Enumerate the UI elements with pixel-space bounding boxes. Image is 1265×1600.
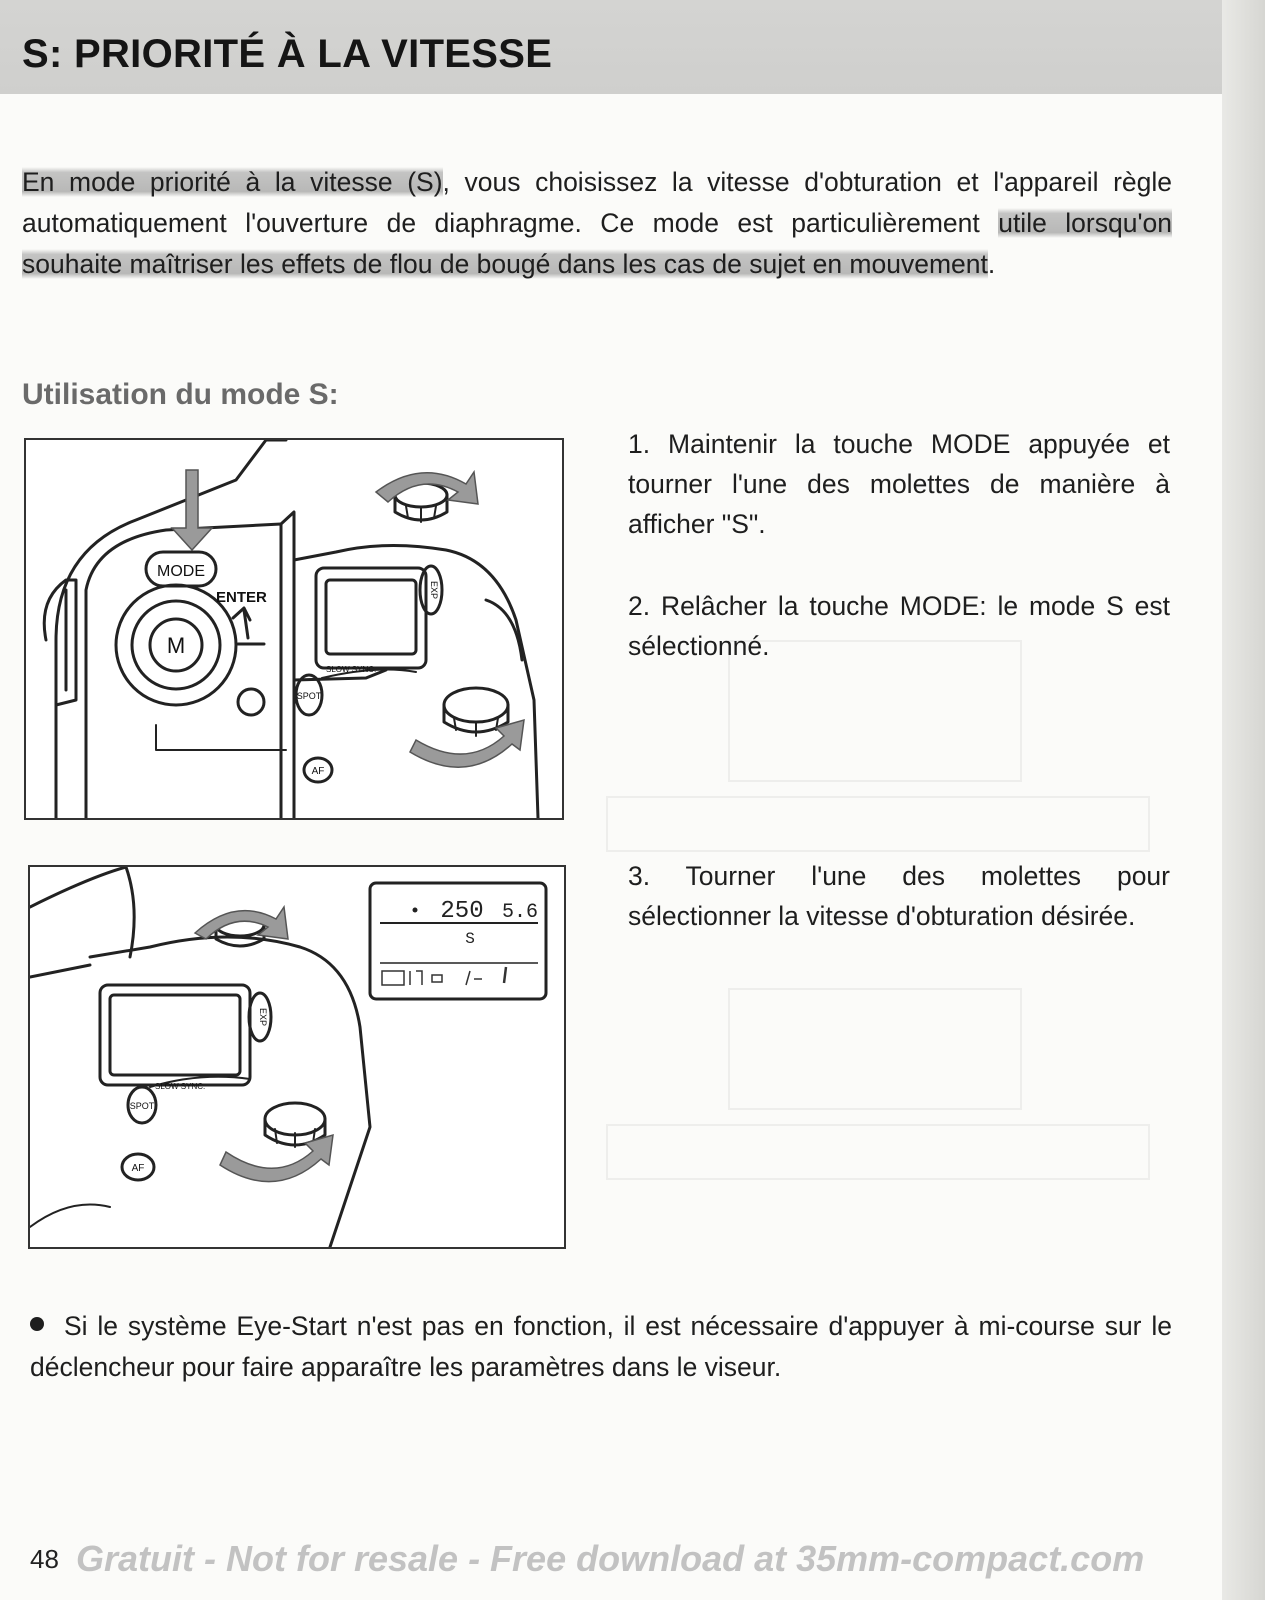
slow-sync-label: SLOW SYNC. (155, 1082, 206, 1091)
page-edge-shadow (1222, 0, 1265, 1600)
camera-top-drawing (26, 440, 562, 818)
intro-text: , vous choisissez la vitesse d'obturation et l'appareil règle automatiquement l'ouverture de diaphragme. Ce mode est particulièrement (22, 167, 1173, 238)
footer-watermark: Gratuit - Not for resale - Free download at 35mm-compact.com (76, 1538, 1145, 1579)
camera-illustration-lcd (28, 865, 566, 1249)
intro-paragraph (22, 162, 1172, 285)
bullet-icon (30, 1317, 44, 1331)
note-text: Si le système Eye-Start n'est pas en fonction, il est nécessaire d'appuyer à mi-course sur le déclencheur pour faire apparaître les paramètres dans le viseur. (30, 1311, 1172, 1382)
intro-text: . (987, 249, 996, 279)
step-2: 2. Relâcher la touche MODE: le mode S est sélectionné. (628, 591, 1170, 661)
eye-start-note (30, 1306, 1172, 1388)
section-heading: Utilisation du mode S: (22, 378, 339, 411)
slow-sync-label: SLOW SYNC. (326, 665, 377, 674)
af-button-label: AF (311, 766, 325, 777)
dial-label: M (166, 633, 186, 658)
page-title: S: PRIORITÉ À LA VITESSE (22, 32, 553, 76)
camera-illustration-mode-button (24, 438, 564, 820)
highlighted-text: En mode priorité à la vitesse (S) (22, 167, 443, 197)
lcd-mode-indicator: S (465, 930, 475, 948)
exp-button-label: EXP (258, 1007, 268, 1027)
camera-lcd-drawing (30, 867, 564, 1247)
spot-button-label: SPOT (296, 691, 322, 701)
bleed-through-box (728, 988, 1022, 1110)
bleed-through-box (606, 796, 1150, 852)
mode-button-label: MODE (157, 563, 205, 580)
step-3: 3. Tourner l'une des molettes pour sélectionner la vitesse d'obturation désirée. (628, 861, 1170, 931)
bleed-through-box (606, 1124, 1150, 1180)
page-number: 48 (30, 1544, 59, 1574)
spot-button-label: SPOT (129, 1101, 155, 1111)
lcd-aperture: 5.6 (501, 901, 539, 924)
highlighted-text: utile lorsqu'on souhaite maîtriser les effets de flou de bougé dans les cas de sujet en mouvement (22, 208, 1172, 279)
step-1: 1. Maintenir la touche MODE appuyée et tourner l'une des molettes de manière à afficher "S". (628, 429, 1170, 539)
exp-button-label: EXP (429, 580, 439, 600)
af-button-label: AF (131, 1163, 145, 1174)
lcd-shutter-speed: 250 (440, 898, 484, 925)
enter-label: ENTER (216, 589, 267, 606)
